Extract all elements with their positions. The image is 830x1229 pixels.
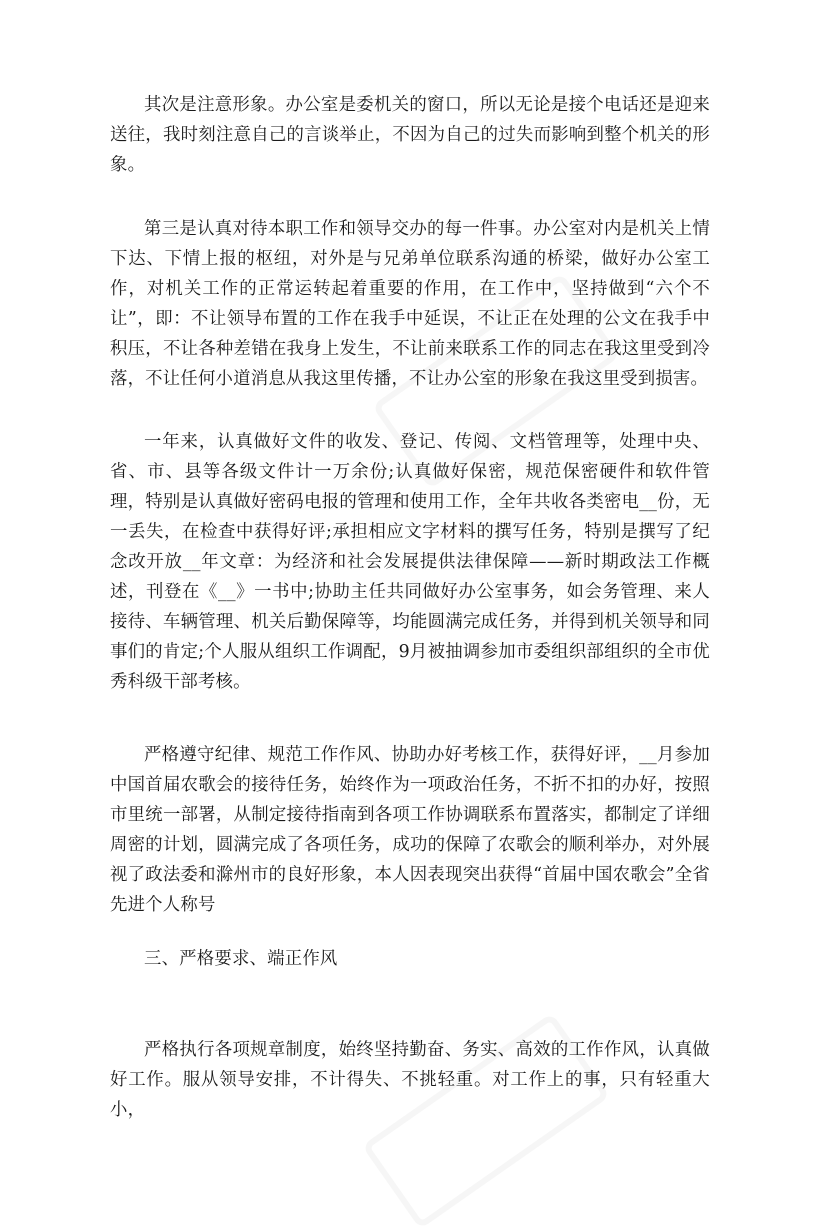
paragraph-discipline: 严格遵守纪律、规范工作作风、协助办好考核工作，获得好评，__月参加中国首届农歌会的接待任务，始终作为一项政治任务，不折不扣的办好，按照市里统一部署，从制定接待指南到各项工作协调联系布置落实，都制定了详细周密的计划，圆满完成了各项任务，成功的保障了农歌会的顺利举办，对外展视了政法委和滁州市的良好形象，本人因表现突出获得“首届中国农歌会”全省先进个人称号 bbox=[110, 745, 710, 915]
paragraph-duties: 第三是认真对待本职工作和领导交办的每一件事。办公室对内是机关上情下达、下情上报的枢纽，对外是与兄弟单位联系沟通的桥梁，做好办公室工作，对机关工作的正常运转起着重要的作用，在工作中，坚持做到“六个不让”，即：不让领导布置的工作在我手中延误，不让正在处理的公文在我手中积压，不让各种差错在我身上发生，不让前来联系工作的同志在我这里受到冷落，不让任何小道消息从我这里传播，不让办公室的形象在我这里受到损害。 bbox=[110, 219, 710, 389]
paragraph-annual-work: 一年来，认真做好文件的收发、登记、传阅、文档管理等，处理中央、省、市、县等各级文件计一万余份;认真做好保密，规范保密硬件和软件管理，特别是认真做好密码电报的管理和使用工作，全年共收各类密电__份，无一丢失，在检查中获得好评;承担相应文字材料的撰写任务，特别是撰写了纪念改开放__年文章：为经济和社会发展提供法律保障——新时期政法工作概述，刊登在《__》一书中;协助主任共同做好办公室事务，如会务管理、来人接待、车辆管理、机关后勤保障等，均能圆满完成任务，并得到机关领导和同事们的肯定;个人服从组织工作调配，9月被抽调参加市委组织部组织的全市优秀科级干部考核。 bbox=[110, 432, 710, 692]
paragraph-style: 严格执行各项规章制度，始终坚持勤奋、务实、高效的工作作风，认真做好工作。服从领导安排，不计得失、不挑轻重。对工作上的事，只有轻重大小， bbox=[110, 1040, 710, 1120]
section-heading: 三、严格要求、端正作风 bbox=[144, 949, 338, 969]
paragraph-image: 其次是注意形象。办公室是委机关的窗口，所以无论是接个电话还是迎来送往，我时刻注意自己的言谈举止，不因为自己的过失而影响到整个机关的形象。 bbox=[110, 95, 710, 175]
